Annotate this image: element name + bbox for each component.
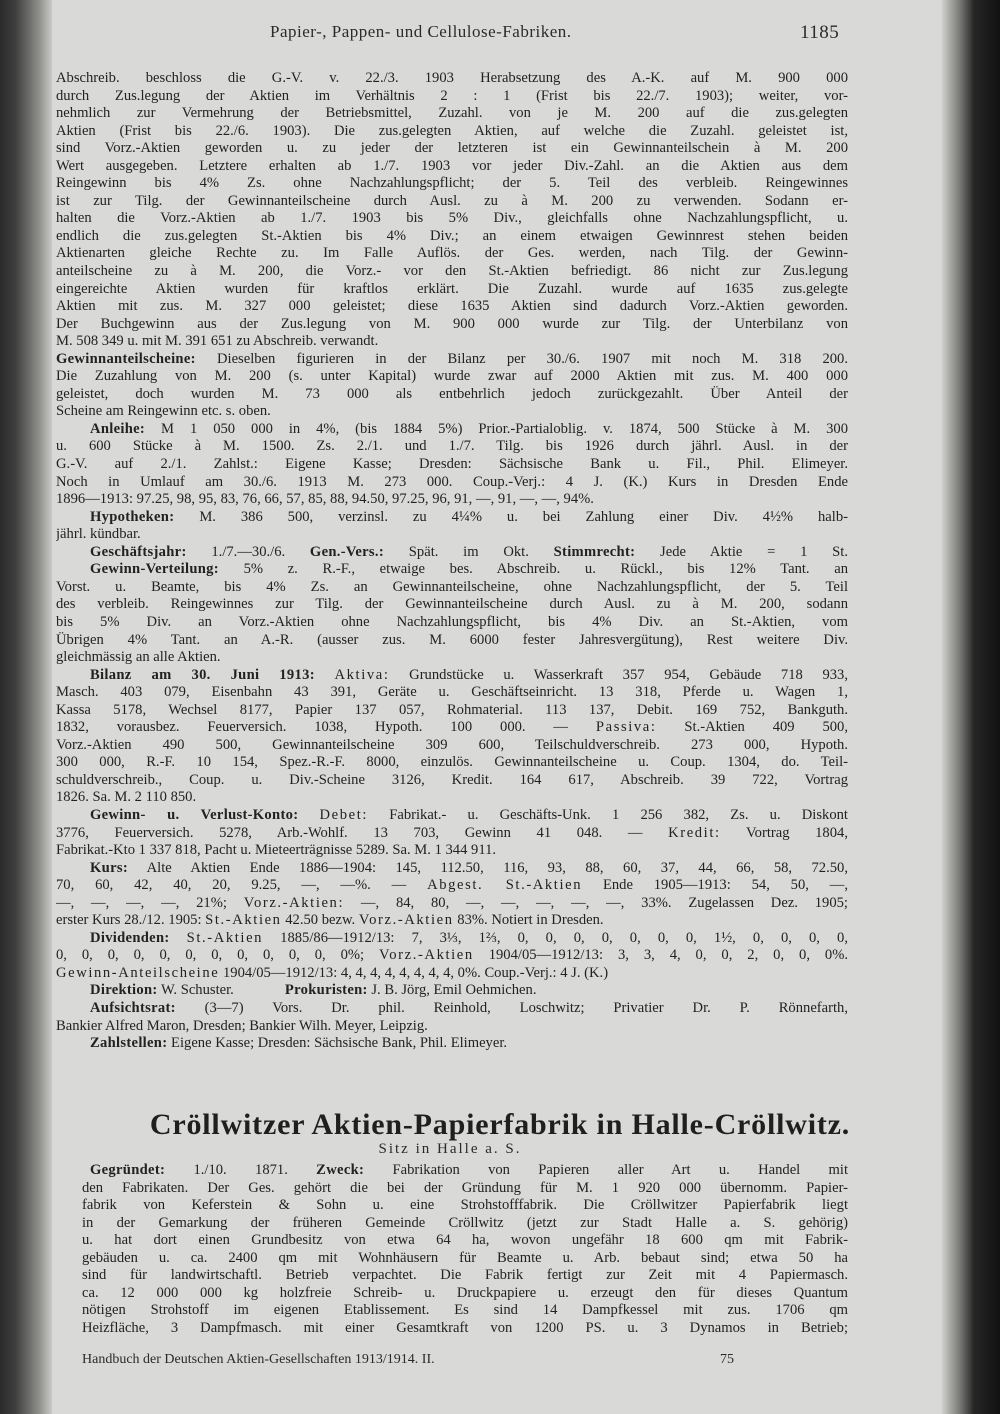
company-title: Cröllwitzer Aktien-Papierfabrik in Halle-Cröllwitz. — [149, 1108, 851, 1141]
text-line: G.-V. auf 2./1. Zahlst.: Eigene Kasse; Dresden: Sächsische Bank u. Fil., Phil. Elimeyer. — [56, 456, 848, 473]
guv-line: Gewinn- u. Verlust-Konto: Debet: Fabrikat.- u. Geschäfts-Unk. 1 256 382, Zs. u. Diskont — [90, 806, 848, 823]
anleihe-label: Anleihe: — [90, 420, 146, 437]
text-line: M. 508 349 u. mit M. 391 651 zu Abschreib. verwandt. — [56, 333, 379, 350]
text-line: Übrigen 4% Tant. an A.-R. (ausser zus. M. 6000 fester Jahresvergütung), Rest weitere Div. — [56, 631, 848, 648]
kurs-vorz-line: —, —, —, —, 21%; Vorz.-Aktien: —, 84, 80, —, —, —, —, —, 33%. Zugelassen Dez. 1905; — [56, 894, 848, 911]
geschaeftsjahr-line: Geschäftsjahr: 1./7.—30./6. Gen.-Vers.: Spät. im Okt. Stimmrecht: Jede Aktie = 1 St. — [90, 543, 848, 560]
text-line: nehmlich zur Vermehrung der Betriebsmittel, Zuzahl. von je M. 200 auf die zus.gelegten — [56, 105, 848, 122]
scan-shadow-left — [0, 0, 52, 1414]
text-line: in der Gemarkung der früheren Gemeinde Cröllwitz (jetzt zur Stadt Halle a. S. gehörig) — [82, 1214, 848, 1231]
aufsichtsrat-line: Aufsichtsrat: (3—7) Vors. Dr. phil. Reinhold, Loschwitz; Privatier Dr. P. Rönnefarth, — [90, 999, 848, 1016]
gewinnanteil-label: Gewinnanteilscheine: — [56, 350, 196, 367]
text-line: schuldverschreib., Coup. u. Div.-Scheine 3126, Kredit. 164 617, Abschreib. 39 722, Vortrag — [56, 771, 848, 788]
text-line: Aktienarten gleiche Rechte zu. Im Falle Auflös. der Ges. werden, nach Tilg. der Gewinn- — [56, 245, 848, 262]
text-line: 300 000, R.-F. 10 154, Spez.-R.-F. 8000, einzulös. Gewinnanteilscheine u. Coup. 1304, do. Teil- — [56, 754, 848, 771]
dividenden-line: Dividenden: St.-Aktien 1885/86—1912/13: 7, 3⅓, 1⅔, 0, 0, 0, 0, 0, 0, 0, 1½, 0, 0, 0, 0, — [90, 929, 848, 946]
text-line: Die Zuzahlung von M. 200 (s. unter Kapital) wurde zwar auf 2000 Aktien mit zus. M. 400 000 — [56, 368, 848, 385]
text-line: endlich die zus.gelegten St.-Aktien bis 4% Div.; an einem etwaigen Gewinnrest stehen beiden — [56, 227, 848, 244]
text-line: Heizfläche, 3 Dampfmasch. mit einer Gesamtkraft von 1200 PS. u. 3 Dynamos in Betrieb; — [82, 1319, 848, 1336]
text-line: sind für landwirtschaftl. Betrieb verpachtet. Die Fabrik fertigt zur Zeit mit 4 Papiermasch. — [82, 1267, 848, 1284]
text-line: fabrik von Keferstein & Sohn u. eine Strohstofffabrik. Die Cröllwitzer Papierfabrik liegt — [82, 1197, 848, 1214]
guv-kredit-line: 3776, Feuerversich. 5278, Arb.-Wohlf. 13 703, Gewinn 41 048. — Kredit: Vortrag 1804, — [56, 824, 848, 841]
text-line: Bankier Alfred Maron, Dresden; Bankier Wilh. Meyer, Leipzig. — [56, 1017, 428, 1034]
text-line: Reingewinn bis 4% Zs. ohne Nachzahlungspflicht; der 5. Teil des verbleib. Reingewinnes — [56, 175, 848, 192]
text-line: den Fabrikaten. Der Ges. gehört die bei der Gründung für M. 1 920 000 übernomm. Papier- — [82, 1179, 848, 1196]
entry-body — [56, 70, 848, 1053]
text-line: u. 600 Stücke à M. 1500. Zs. 2./1. und 1./7. Tilg. bis 1926 durch jährl. Ausl. in der — [56, 438, 848, 455]
text-line: Fabrikat.-Kto 1 337 818, Pacht u. Mieteerträgnisse 5289. Sa. M. 1 344 911. — [56, 842, 497, 859]
text-line: durch Zus.legung der Aktien im Verhältnis 2 : 1 (Frist bis 22./7. 1903); weiter, vor- — [56, 87, 848, 104]
text-line: Wert ausgegeben. Letztere erhalten ab 1./7. 1903 vor jeder Div.-Zahl. an die Aktien aus dem — [56, 157, 848, 174]
text-line: halten die Vorz.-Aktien ab 1./7. 1903 bis 5% Div., gleichfalls ohne Nachzahlungspflicht, u. — [56, 210, 848, 227]
text-line: ca. 12 000 000 kg holzfreie Schreib- u. Druckpapiere u. erzeugt den für dieses Quantum — [82, 1284, 848, 1301]
text-line: anteilscheine zu à M. 200, die Vorz.- vor den St.-Aktien befriedigt. 86 nicht zur Zus.legung — [56, 263, 848, 280]
running-header-title: Papier-, Pappen- und Cellulose-Fabriken. — [270, 22, 572, 41]
text-line: 1826. Sa. M. 2 110 850. — [56, 789, 197, 806]
kurs-erster-line: erster Kurs 28./12. 1905: St.-Aktien 42.50 bezw. Vorz.-Aktien 83%. Notiert in Dresden. — [56, 912, 604, 929]
company-body — [82, 1162, 848, 1337]
zahlstellen-line: Zahlstellen: Eigene Kasse; Dresden: Sächsische Bank, Phil. Elimeyer. — [90, 1035, 508, 1052]
text-line: bis 5% Div. an Vorz.-Aktien ohne Nachzahlungspflicht, bis 4% Div. an St.-Aktien, vom — [56, 613, 848, 630]
footer-number: 75 — [720, 1352, 734, 1367]
bilanz-line: Bilanz am 30. Juni 1913: Aktiva: Grundstücke u. Wasserkraft 357 954, Gebäude 718 933, — [90, 666, 848, 683]
kurs-line: Kurs: Alte Aktien Ende 1886—1904: 145, 112.50, 116, 93, 88, 60, 37, 44, 66, 58, 72.50, — [90, 859, 848, 876]
footer-text: Handbuch der Deutschen Aktien-Gesellschaften 1913/1914. II. — [82, 1352, 435, 1367]
text-line: gebäuden u. ca. 2400 qm mit Wohnhäusern für Beamte u. Arb. bebaut sind; etwa 50 ha — [82, 1249, 848, 1266]
text-line: ist zur Tilg. der Gewinnanteilscheine durch Ausl. zu à M. 200 zu verwenden. Sodann er- — [56, 192, 848, 209]
text-line: gleichmässig an alle Aktien. — [56, 649, 221, 666]
hypotheken-line: Hypotheken: M. 386 500, verzinsl. zu 4¼% u. bei Zahlung einer Div. 4½% halb- — [90, 508, 848, 525]
text-line: Aktien (Frist bis 22./6. 1903). Die zus.gelegten Aktien, auf welche die Zuzahl. geleistet ist, — [56, 122, 848, 139]
kurs-abgest-line: 70, 60, 42, 40, 20, 9.25, —, —%. — Abgest. St.-Aktien Ende 1905—1913: 54, 50, —, — [56, 877, 848, 894]
page-number: 1185 — [800, 22, 840, 43]
text-line: Der Buchgewinn aus der Zus.legung von M. 900 000 wurde zur Tilg. der Unterbilanz von — [56, 315, 848, 332]
hypotheken-label: Hypotheken: — [90, 508, 175, 525]
text-line: des verbleib. Reingewinnes zur Tilg. der Gewinnanteilscheine durch Ausl. zu à M. 200, sodann — [56, 596, 848, 613]
company-subtitle: Sitz in Halle a. S. — [378, 1141, 522, 1157]
text-line: Kassa 5178, Wechsel 8177, Papier 137 057, Rohmaterial. 113 137, Debit. 169 752, Bankguth. — [56, 701, 848, 718]
text-line: jährl. kündbar. — [56, 526, 141, 543]
text-line: eingereichte Aktien wurden für kraftlos erklärt. Die Zuzahl. wurde auf 1635 zus.gelegte — [56, 280, 848, 297]
text-line: geleistet, doch wurden M. 73 000 als entbehrlich jedoch zurückgezahlt. Über Anteil der — [56, 385, 848, 402]
text-line: Masch. 403 079, Eisenbahn 43 391, Geräte u. Geschäftseinricht. 13 318, Pferde u. Wagen 1, — [56, 684, 848, 701]
gewinnanteil-line: Gewinnanteilscheine: Dieselben figurieren in der Bilanz per 30./6. 1907 mit noch M. 318 200. — [56, 350, 848, 367]
text-line: Aktien mit zus. M. 327 000 geleistet; diese 1635 Aktien sind dadurch Vorz.-Aktien geworden. — [56, 298, 848, 315]
text-line: Vorst. u. Beamte, bis 4% Zs. an Gewinnanteilscheine, ohne Nachzahlungspflicht, der 5. Teil — [56, 578, 848, 595]
text-line: sind Vorz.-Aktien geworden u. zu jeder der letzteren ist ein Gewinnanteilschein à M. 200 — [56, 140, 848, 157]
text-line: Abschreib. beschloss die G.-V. v. 22./3. 1903 Herabsetzung des A.-K. auf M. 900 000 — [56, 70, 848, 86]
bilanz-passiva-line: 1832, vorausbez. Feuerversich. 1038, Hypoth. 100 000. — Passiva: St.-Aktien 409 500, — [56, 719, 848, 736]
gegruendet-line: Gegründet: 1./10. 1871. Zweck: Fabrikation von Papieren aller Art u. Handel mit — [90, 1162, 848, 1178]
text-line: Scheine am Reingewinn etc. s. oben. — [56, 403, 271, 420]
text-line: nötigen Strohstoff im eigenen Etablissement. Es sind 14 Dampfkessel mit zus. 1706 qm — [82, 1302, 848, 1319]
direktion-line: Direktion: W. Schuster. Prokuristen: J. B. Jörg, Emil Oehmichen. — [90, 982, 537, 999]
dividenden-gew-line: Gewinn-Anteilscheine 1904/05—1912/13: 4, 4, 4, 4, 4, 4, 4, 4, 0%. Coup.-Verj.: 4 J. (K.) — [56, 964, 609, 981]
text-line: Vorz.-Aktien 490 500, Gewinnanteilscheine 309 600, Teilschuldverschreib. 273 000, Hypoth. — [56, 736, 848, 753]
text-line: u. hat dort einen Grundbesitz von etwa 64 ha, wovon ungefähr 18 600 qm mit Fabrik- — [82, 1232, 848, 1249]
dividenden-vorz-line: 0, 0, 0, 0, 0, 0, 0, 0, 0, 0, 0, 0%; Vorz.-Aktien 1904/05—1912/13: 3, 3, 4, 0, 0, 2, 0, 0, 0%. — [56, 947, 848, 964]
gewinnverteilung-line: Gewinn-Verteilung: 5% z. R.-F., etwaige bes. Abschreib. u. Rückl., bis 12% Tant. an — [90, 561, 848, 578]
scan-shadow-right — [942, 0, 1000, 1414]
text-line: 1896—1913: 97.25, 98, 95, 83, 76, 66, 57, 85, 88, 94.50, 97.25, 96, 91, —, 91, —, —, 94%. — [56, 491, 594, 508]
anleihe-line: Anleihe: M 1 050 000 in 4%, (bis 1884 5%) Prior.-Partialoblig. v. 1874, 500 Stücke à M. 300 — [90, 420, 848, 437]
text-line: Noch in Umlauf am 30./6. 1913 M. 273 000. Coup.-Verj.: 4 J. (K.) Kurs in Dresden Ende — [56, 473, 848, 490]
